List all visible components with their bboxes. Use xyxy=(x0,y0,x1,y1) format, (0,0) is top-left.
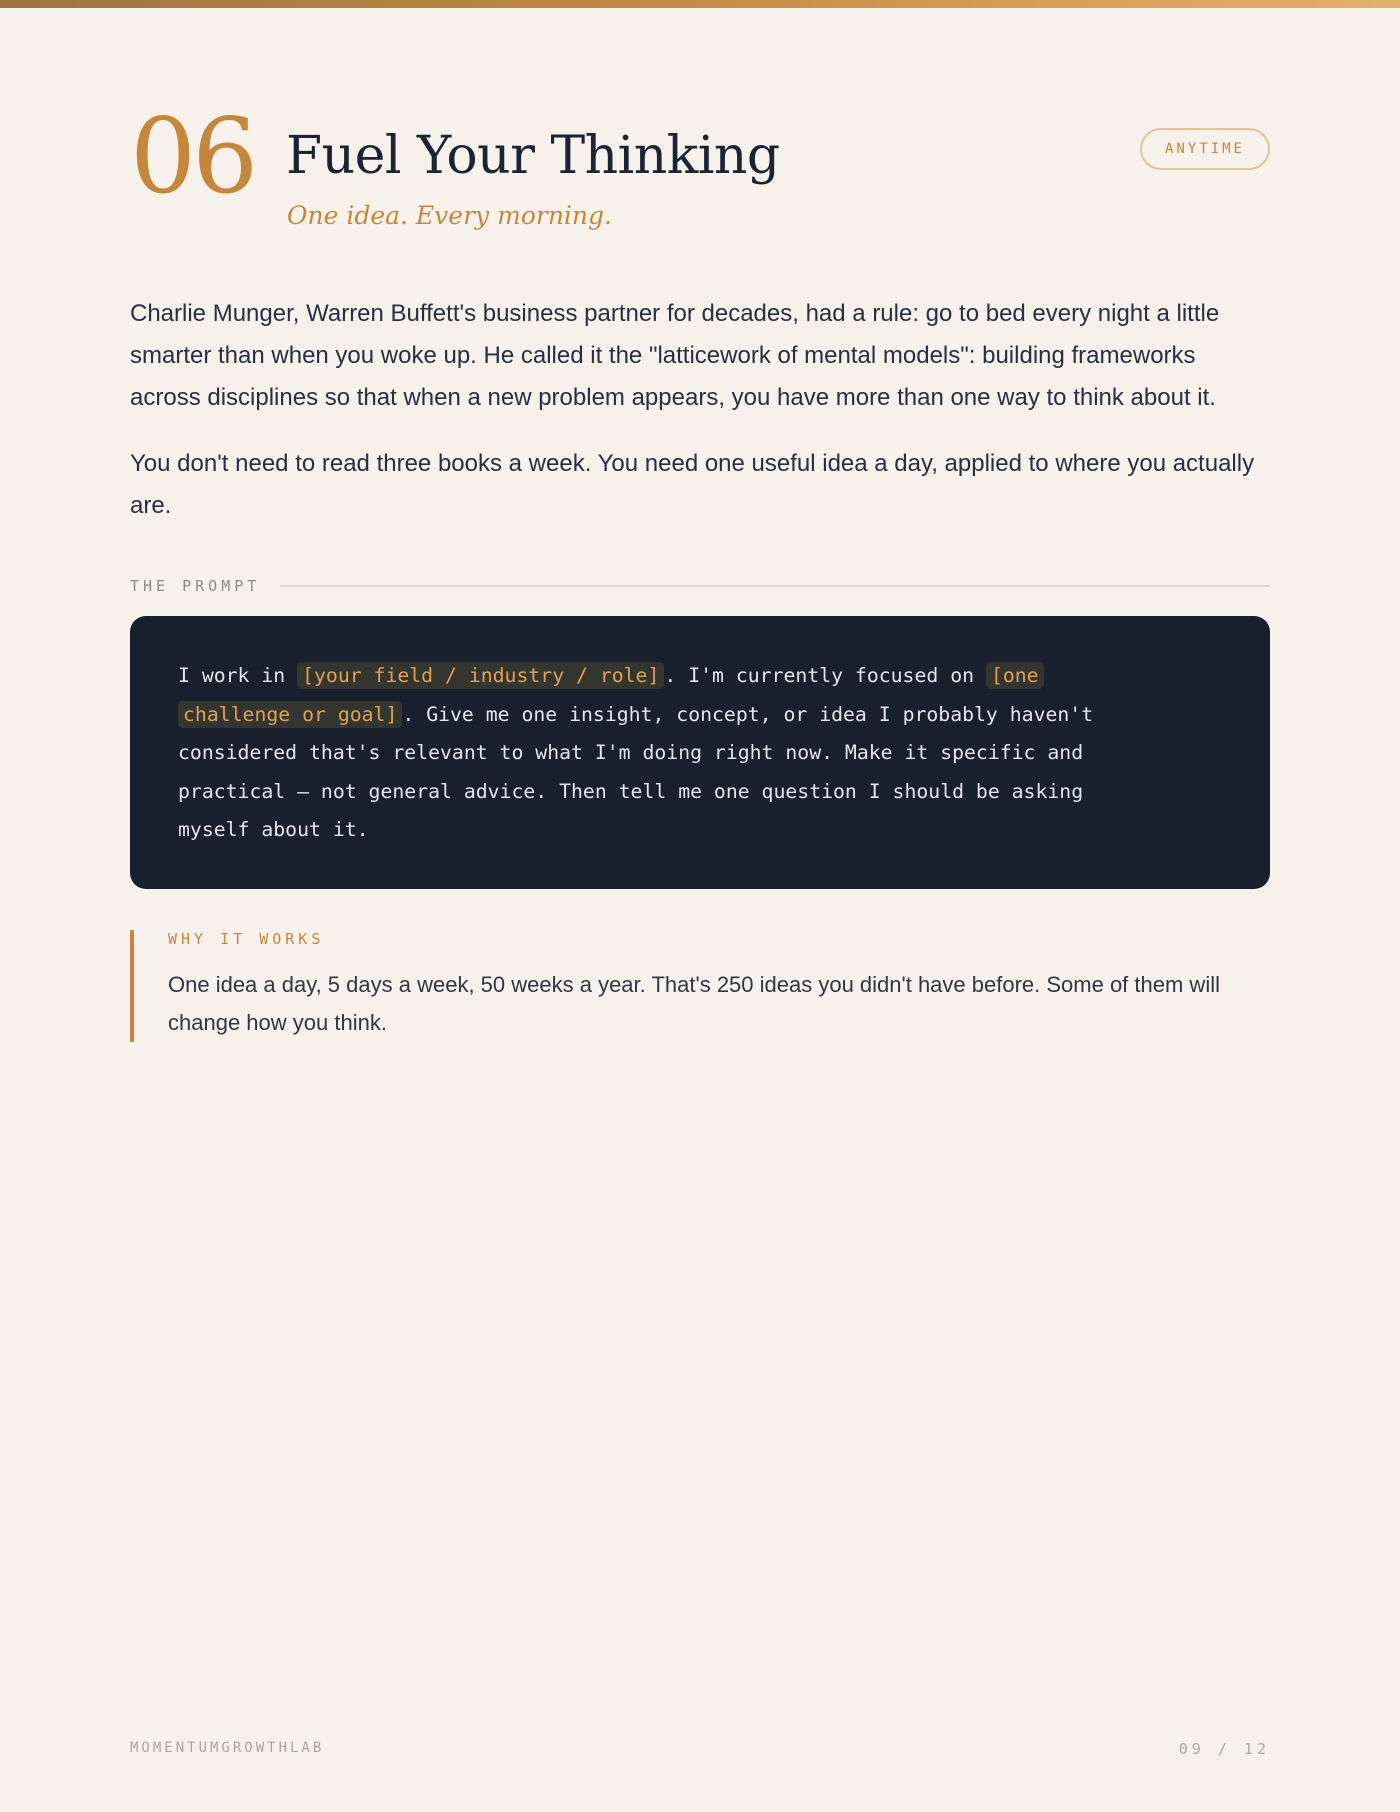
prompt-text-segment: myself about it. xyxy=(178,818,369,841)
prompt-placeholder-goal: challenge or goal] xyxy=(178,701,402,728)
prompt-text-segment: . I'm currently focused on xyxy=(664,664,986,687)
prompt-section-heading xyxy=(130,574,1270,598)
prompt-placeholder-field: [your field / industry / role] xyxy=(297,662,664,689)
prompt-text-segment: practical — not general advice. Then tell me one question I should be asking xyxy=(178,779,1084,803)
prompt-text-segment: I work in xyxy=(178,664,298,687)
intro-paragraph-1: Charlie Munger, Warren Buffett's business partner for decades, had a rule: go to bed every night a little smarter than when you woke up. He called it the "latticework of mental models": building frameworks across disciplines so that when a new problem appears, you have more than one way to think about it. xyxy=(130,300,1220,411)
prompt-placeholder-goal: [one xyxy=(986,662,1044,689)
intro-paragraph-2: You don't need to read three books a week. You need one useful idea a day, applied to where you actually are. xyxy=(130,450,1255,519)
prompt-text-segment: . Give me one insight, concept, or idea I probably haven't xyxy=(402,702,1094,726)
why-it-works-label: WHY IT WORKS xyxy=(168,930,325,948)
prompt-section-label: THE PROMPT xyxy=(130,577,261,595)
chapter-number: 06 xyxy=(130,95,255,217)
footer-brand: MOMENTUMGROWTHLAB xyxy=(130,1740,325,1756)
prompt-text-segment: considered that's relevant to what I'm doing right now. Make it specific and xyxy=(178,741,1084,764)
prompt-text xyxy=(178,657,1222,850)
top-accent-bar xyxy=(0,0,1400,8)
why-it-works-callout xyxy=(130,930,1270,1042)
timing-badge: ANYTIME xyxy=(1140,128,1270,170)
section-header xyxy=(130,95,1270,244)
page-subtitle: One idea. Every morning. xyxy=(287,201,612,230)
why-it-works-text: One idea a day, 5 days a week, 50 weeks a year. That's 250 ideas you didn't have before. Some of them will change how you think. xyxy=(168,972,1220,1035)
page-indicator: 09 / 12 xyxy=(1178,1740,1270,1758)
prompt-card[interactable] xyxy=(130,616,1270,889)
page-title: Fuel Your Thinking xyxy=(286,126,780,186)
section-divider xyxy=(280,585,1270,587)
